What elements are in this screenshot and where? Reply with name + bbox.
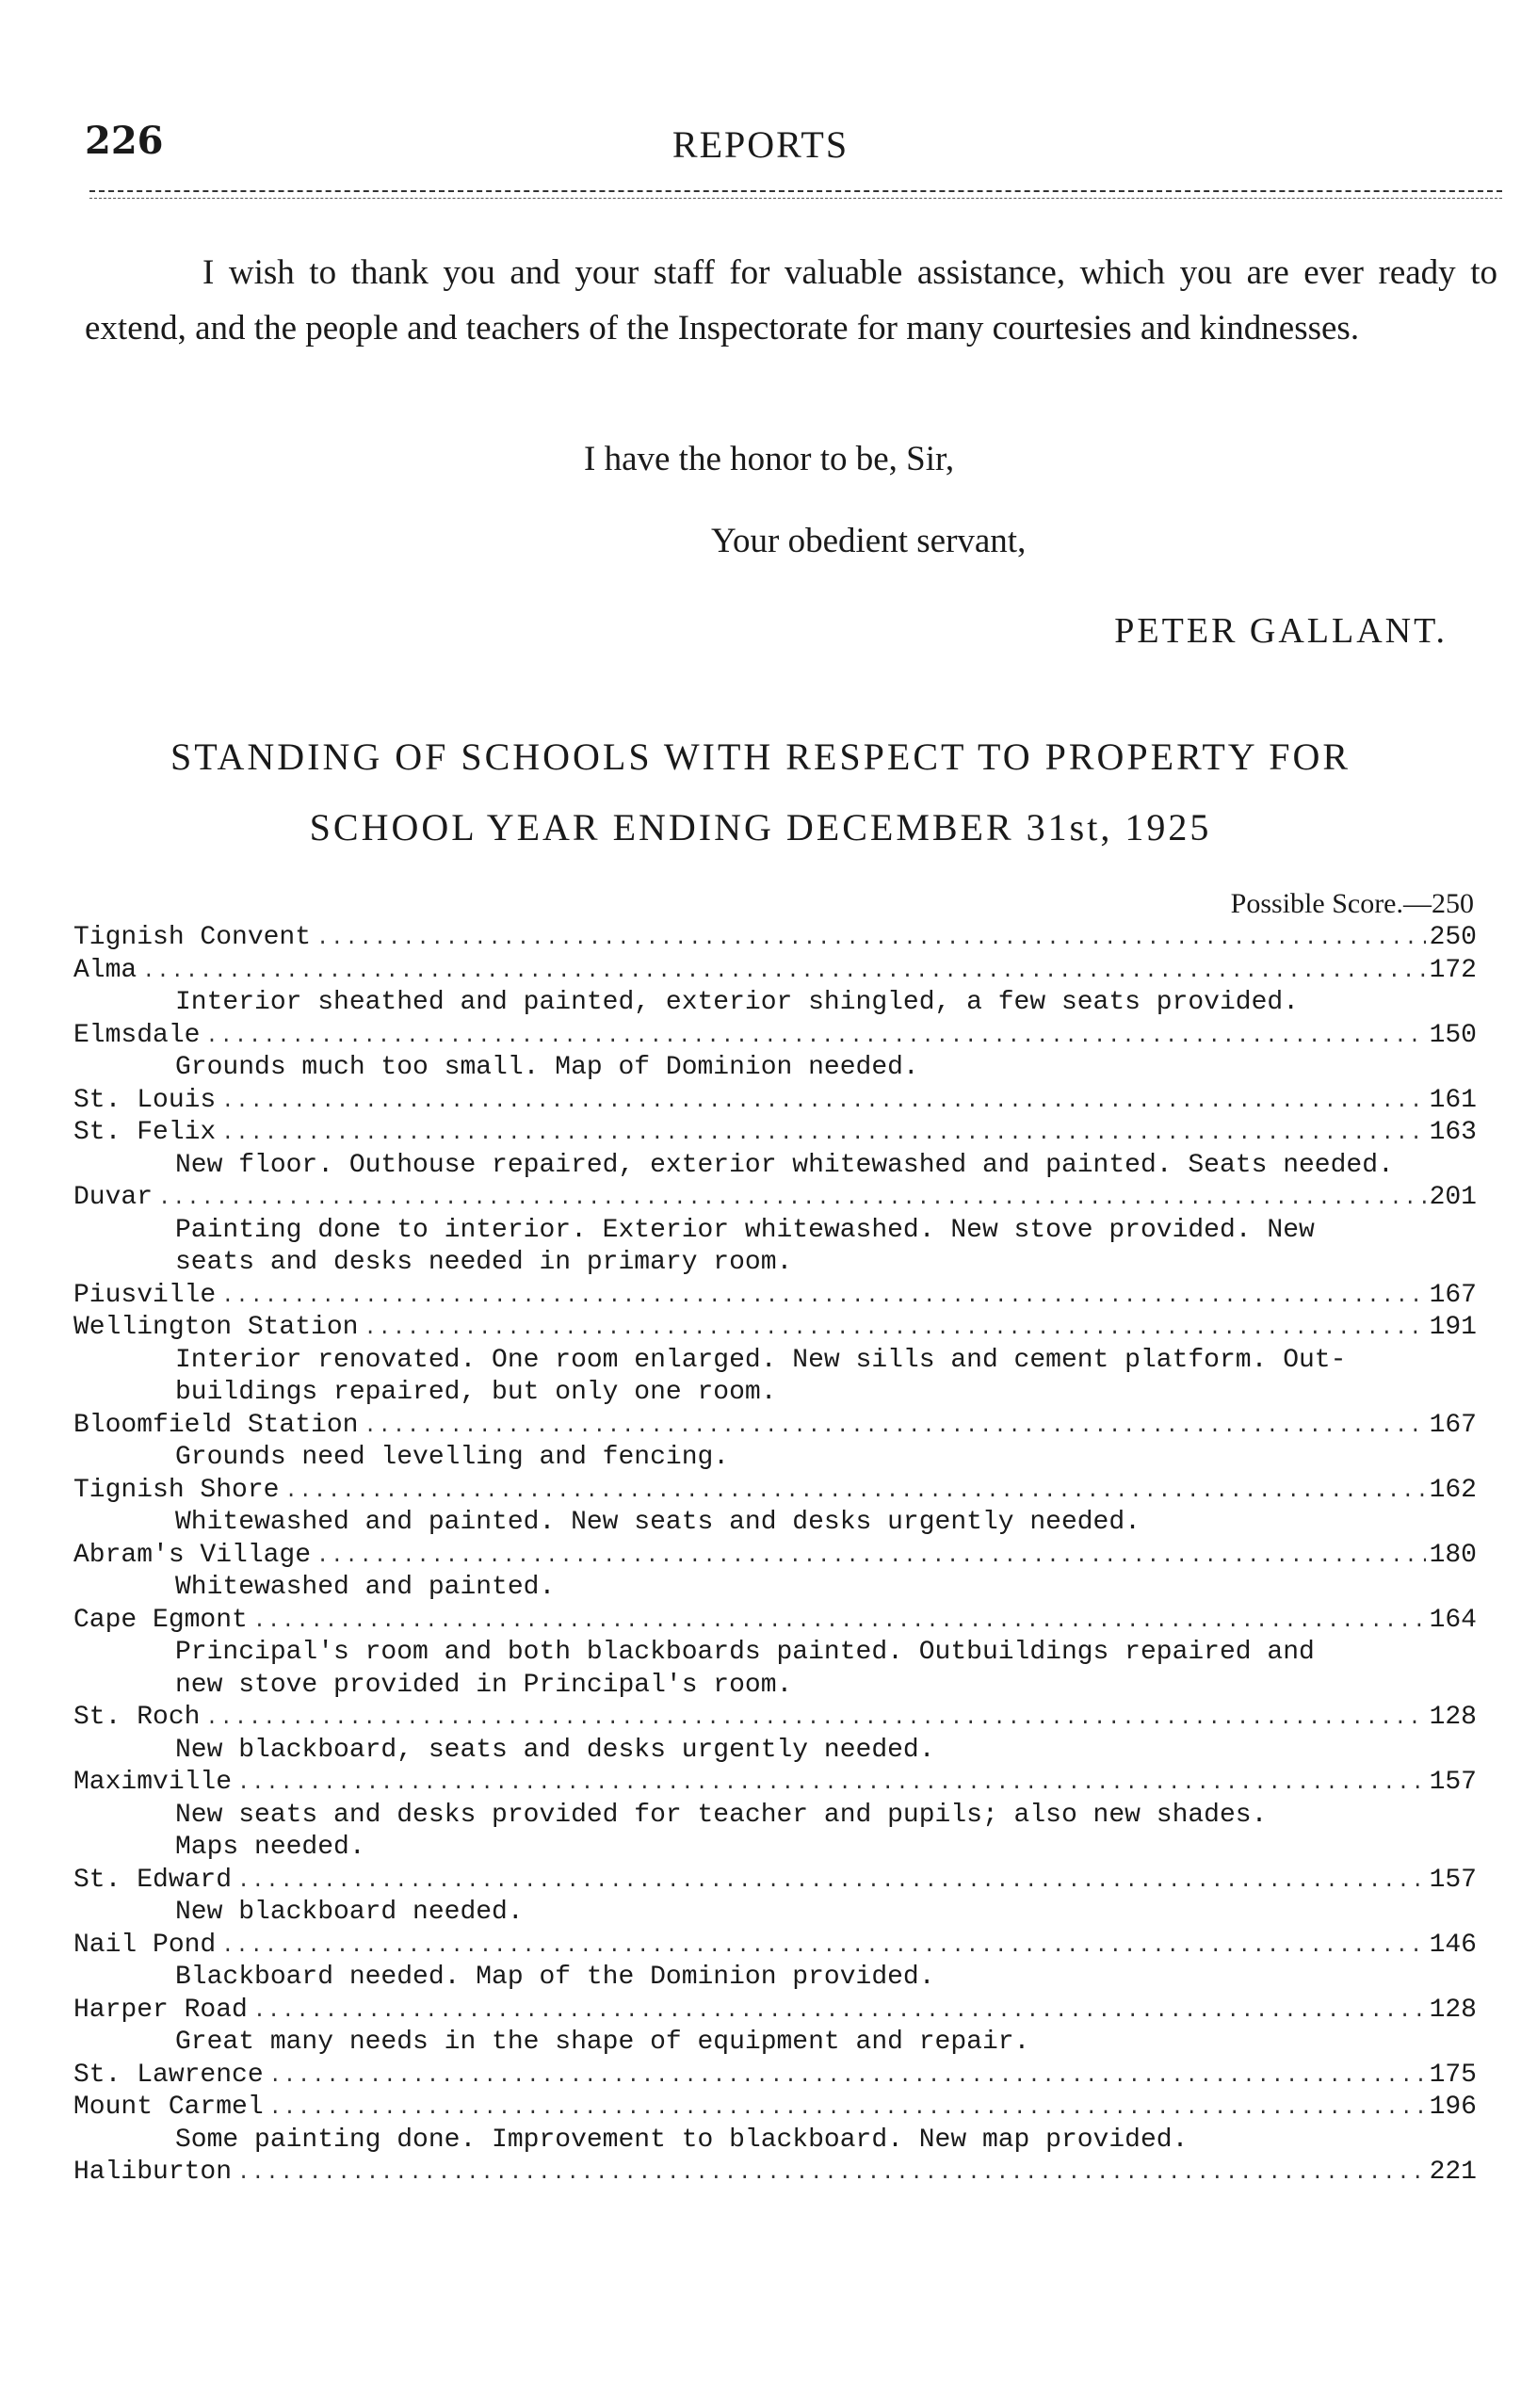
running-head: REPORTS [672,123,849,166]
dot-leader [221,1931,1425,1964]
school-name: Mount Carmel [73,2093,264,2122]
dot-leader [269,2061,1426,2093]
dot-leader [284,1476,1425,1509]
dot-leader [142,956,1425,989]
school-row [73,1767,1477,1800]
school-row [73,1085,1477,1118]
school-name: Harper Road [73,1995,248,2025]
school-note: Whitewashed and painted. [175,1573,556,1602]
dot-leader [316,923,1426,956]
school-note: Principal's room and both blackboards painted. Outbuildings repaired and new stove provided in Principal's room. [175,1638,1315,1700]
school-score: 250 [1429,923,1477,952]
school-note: Painting done to interior. Exterior whitewashed. New stove provided. New seats and desks needed in primary room. [175,1215,1315,1277]
dot-leader [221,1118,1425,1151]
school-name: St. Edward [73,1865,233,1895]
school-name: Maximville [73,1768,233,1797]
dot-leader [158,1183,1426,1216]
dot-leader [364,1313,1425,1346]
school-row [73,1312,1477,1345]
school-note: Grounds need levelling and fencing. [175,1443,730,1472]
dot-leader [205,1703,1425,1736]
dot-leader [221,1281,1425,1314]
school-score: 157 [1429,1865,1477,1895]
school-score: 150 [1429,1020,1477,1050]
school-score: 128 [1429,1995,1477,2025]
school-note: Whitewashed and painted. New seats and desks urgently needed. [175,1508,1141,1537]
school-row [73,2157,1477,2190]
school-name: St. Felix [73,1118,217,1147]
section-title-line1: STANDING OF SCHOOLS WITH RESPECT TO PROPERTY FOR [170,735,1351,778]
dot-leader [364,1411,1425,1444]
dot-leader [237,1866,1426,1899]
school-score: 157 [1429,1768,1477,1797]
school-row [73,1702,1477,1735]
school-note: Some painting done. Improvement to blackboard. New map provided. [175,2125,1189,2155]
school-score: 163 [1429,1118,1477,1147]
header-rule [89,190,1502,192]
school-name: Tignish Shore [73,1475,280,1505]
school-row [73,1930,1477,1963]
header-rule-secondary [89,198,1502,199]
dot-leader [221,1086,1425,1119]
school-row [73,1865,1477,1898]
school-name: Nail Pond [73,1930,217,1960]
school-name: Haliburton [73,2158,233,2187]
school-score: 201 [1429,1183,1477,1212]
section-title-line2: SCHOOL YEAR ENDING DECEMBER 31st, 1925 [309,806,1212,848]
school-name: Wellington Station [73,1313,359,1342]
school-note: Blackboard needed. Map of the Dominion provided. [175,1963,935,1992]
letter-paragraph: I wish to thank you and your staff for valuable assistance, which you are ever ready to extend, and the people and teachers of the Inspectorate for many courtesies and kindnesses. [85,253,1497,347]
possible-score: Possible Score.—250 [1230,888,1474,919]
school-name: Tignish Convent [73,923,312,952]
school-score: 164 [1429,1605,1477,1635]
school-row [73,1182,1477,1215]
school-row [73,1117,1477,1150]
school-name: Duvar [73,1183,154,1212]
school-score: 162 [1429,1475,1477,1505]
closing-salutation: I have the honor to be, Sir, [584,440,955,478]
school-score: 191 [1429,1313,1477,1342]
school-score: 167 [1429,1410,1477,1440]
school-name: St. Roch [73,1703,201,1732]
school-row [73,2060,1477,2093]
school-note: Grounds much too small. Map of Dominion needed. [175,1053,919,1082]
school-name: St. Louis [73,1085,217,1115]
school-score: 128 [1429,1703,1477,1732]
closing-servant: Your obedient servant, [711,522,1027,560]
school-row [73,1605,1477,1638]
school-note: Interior renovated. One room enlarged. New sills and cement platform. Out- buildings repaired, but only one room. [175,1345,1347,1407]
school-note: New floor. Outhouse repaired, exterior whitewashed and painted. Seats needed. [175,1150,1394,1180]
school-name: Elmsdale [73,1020,201,1050]
school-row [73,955,1477,988]
school-row [73,1995,1477,2028]
school-row [73,1280,1477,1313]
dot-leader [253,1996,1426,2028]
school-list [73,922,1477,2190]
school-name: Cape Egmont [73,1605,248,1635]
dot-leader [253,1606,1426,1639]
school-name: Piusville [73,1280,217,1310]
school-row [73,1475,1477,1508]
school-row [73,1020,1477,1053]
school-score: 161 [1429,1085,1477,1115]
dot-leader [205,1021,1425,1054]
school-score: 175 [1429,2060,1477,2090]
school-name: Abram's Village [73,1540,312,1570]
school-row [73,2092,1477,2125]
signature: PETER GALLANT. [1114,611,1448,651]
school-score: 167 [1429,1280,1477,1310]
school-row [73,1410,1477,1443]
school-name: St. Lawrence [73,2060,264,2090]
dot-leader [237,2158,1426,2190]
school-note: New blackboard needed. [175,1898,524,1927]
dot-leader [237,1768,1426,1801]
school-note: Interior sheathed and painted, exterior shingled, a few seats provided. [175,988,1299,1017]
school-name: Alma [73,955,138,985]
school-score: 221 [1429,2158,1477,2187]
dot-leader [269,2093,1426,2125]
school-note: Great many needs in the shape of equipment and repair. [175,2028,1030,2057]
school-score: 196 [1429,2093,1477,2122]
school-score: 146 [1429,1930,1477,1960]
school-row [73,922,1477,955]
school-score: 172 [1429,955,1477,985]
school-row [73,1540,1477,1573]
school-score: 180 [1429,1540,1477,1570]
school-note: New blackboard, seats and desks urgently needed. [175,1735,935,1765]
school-note: New seats and desks provided for teacher and pupils; also new shades. Maps needed. [175,1800,1268,1862]
dot-leader [316,1541,1426,1574]
page-number: 226 [85,119,164,163]
school-name: Bloomfield Station [73,1410,359,1440]
